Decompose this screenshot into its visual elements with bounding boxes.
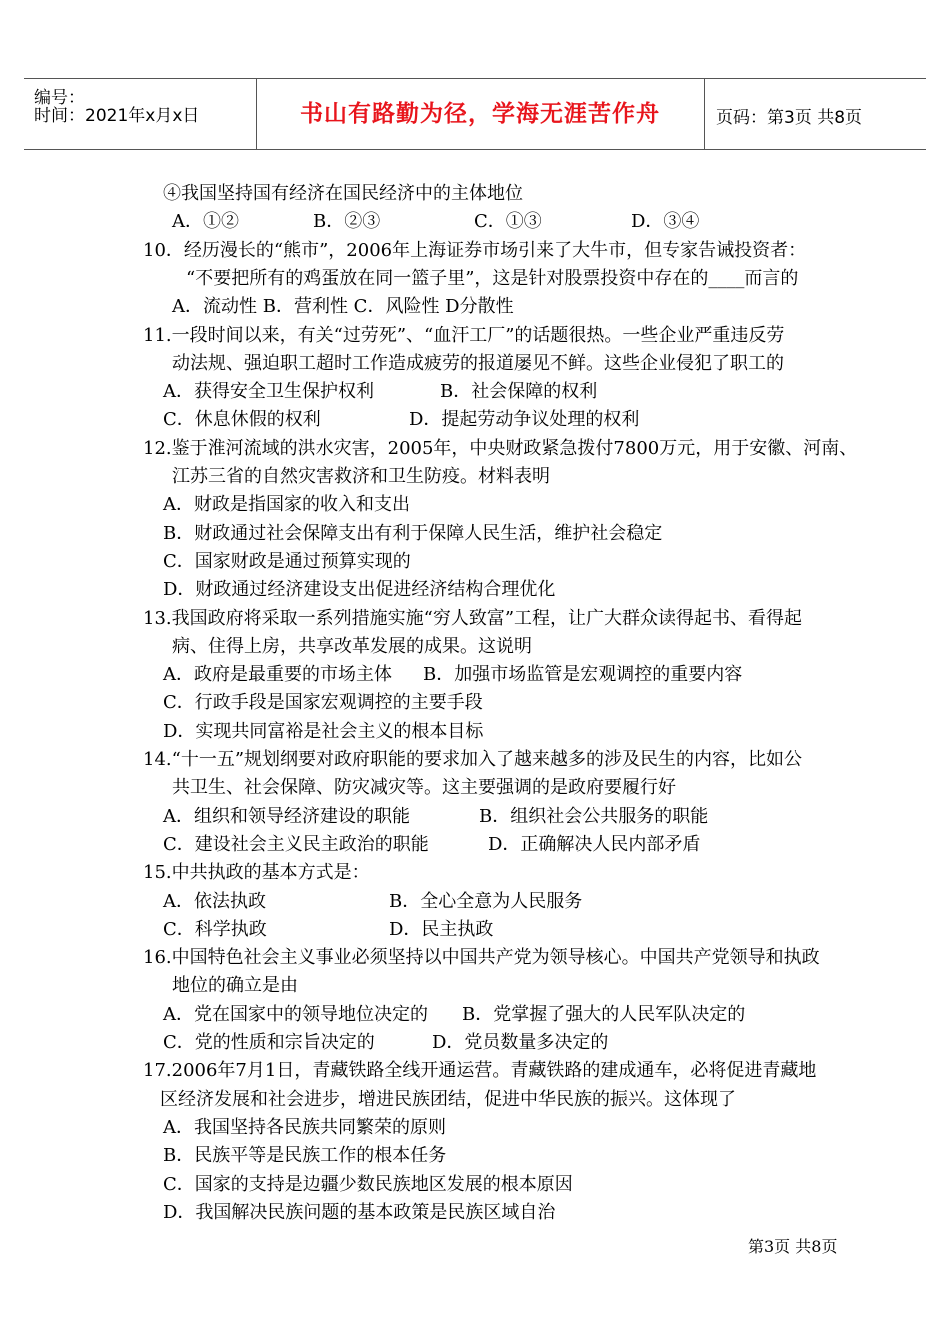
text-line: 病、住得上房，共享改革发展的成果。这说明	[172, 635, 532, 657]
option-item: C．①③	[474, 211, 542, 233]
serial-label: 编号：	[34, 88, 85, 108]
text-line: C．行政手段是国家宏观调控的主要手段	[163, 692, 483, 714]
text-line: 共卫生、社会保障、防灾减灾等。这主要强调的是政府要履行好	[172, 777, 676, 799]
option-item: C．科学执政	[163, 918, 267, 940]
text-line: 10．经历漫长的“熊市”，2006年上海证券市场引来了大牛市，但专家告诫投资者：	[143, 239, 807, 261]
option-item: A．组织和领导经济建设的职能	[163, 805, 410, 827]
option-item: C．休息休假的权利	[163, 409, 321, 431]
text-line: A．我国坚持各民族共同繁荣的原则	[163, 1116, 446, 1138]
text-line: 13.我国政府将采取一系列措施实施“穷人致富”工程，让广大群众读得起书、看得起	[143, 607, 803, 629]
text-line: D．实现共同富裕是社会主义的根本目标	[163, 720, 484, 742]
header-motto-cell	[256, 79, 705, 149]
option-item: B．全心全意为人民服务	[389, 890, 583, 912]
option-item: A．党在国家中的领导地位决定的	[163, 1003, 428, 1025]
text-line: B．民族平等是民族工作的根本任务	[163, 1145, 447, 1167]
text-line: 17.2006年7月1日，青藏铁路全线开通运营。青藏铁路的建成通车，必将促进青藏地	[143, 1060, 817, 1082]
option-item: A．①②	[172, 211, 239, 233]
text-line: A．财政是指国家的收入和支出	[163, 494, 410, 516]
page-label: 页码：第3页 共8页	[716, 108, 863, 128]
header-meta	[24, 79, 257, 149]
text-line: D．财政通过经济建设支出促进经济结构合理优化	[163, 579, 556, 601]
time-label: 时间：2021年x月x日	[34, 106, 200, 126]
motto: 书山有路勤为径，学海无涯苦作舟	[300, 101, 660, 127]
header-page-cell	[704, 79, 926, 149]
option-item: D．党员数量多决定的	[432, 1032, 609, 1053]
page-footer: 第3页 共8页	[748, 1237, 838, 1256]
option-item: C．建设社会主义民主政治的职能	[163, 833, 429, 855]
text-line: ④我国坚持国有经济在国民经济中的主体地位	[163, 183, 523, 204]
option-item: B．社会保障的权利	[440, 381, 598, 403]
option-item: A．依法执政	[163, 890, 266, 912]
text-line: 14.“十一五”规划纲要对政府职能的要求加入了越来越多的涉及民生的内容，比如公	[143, 749, 803, 770]
text-line: 11.一段时间以来，有关“过劳死”、“血汗工厂”的话题很热。一些企业严重违反劳	[143, 324, 785, 346]
text-line: 江苏三省的自然灾害救济和卫生防疫。材料表明	[172, 466, 550, 487]
text-line: A．流动性 B．营利性 C．风险性 D分散性	[172, 296, 514, 318]
text-line: D．我国解决民族问题的基本政策是民族区域自治	[163, 1201, 556, 1223]
option-item: B．党掌握了强大的人民军队决定的	[462, 1003, 746, 1025]
text-line: 区经济发展和社会进步，增进民族团结，促进中华民族的振兴。这体现了	[160, 1088, 736, 1110]
option-item: D．民主执政	[389, 918, 494, 940]
option-item: B．组织社会公共服务的职能	[479, 805, 709, 827]
option-item: A．获得安全卫生保护权利	[163, 381, 374, 403]
text-line: 动法规、强迫职工超时工作造成疲劳的报道屡见不鲜。这些企业侵犯了职工的	[172, 352, 784, 374]
text-line: C．国家的支持是边疆少数民族地区发展的根本原因	[163, 1173, 573, 1195]
option-item: B．②③	[313, 211, 381, 233]
page-header	[24, 78, 926, 150]
option-item: A．政府是最重要的市场主体	[163, 664, 392, 686]
text-line: 地位的确立是由	[172, 975, 298, 997]
option-item: D．正确解决人民内部矛盾	[488, 833, 701, 855]
option-item: B．加强市场监管是宏观调控的重要内容	[423, 664, 743, 686]
text-line: 15.中共执政的基本方式是：	[143, 862, 370, 884]
option-item: D．提起劳动争议处理的权利	[409, 409, 640, 431]
option-item: D．③④	[631, 211, 700, 233]
text-line: B．财政通过社会保障支出有利于保障人民生活，维护社会稳定	[163, 522, 663, 544]
text-line: 16.中国特色社会主义事业必须坚持以中国共产党为领导核心。中国共产党领导和执政	[143, 947, 820, 969]
text-line: “不要把所有的鸡蛋放在同一篮子里”，这是针对股票投资中存在的____而言的	[186, 267, 799, 289]
text-line: 12.鉴于淮河流域的洪水灾害，2005年，中央财政紧急拨付7800万元，用于安徽、河南、	[143, 437, 858, 459]
option-item: C．党的性质和宗旨决定的	[163, 1032, 375, 1053]
text-line: C．国家财政是通过预算实现的	[163, 550, 411, 572]
